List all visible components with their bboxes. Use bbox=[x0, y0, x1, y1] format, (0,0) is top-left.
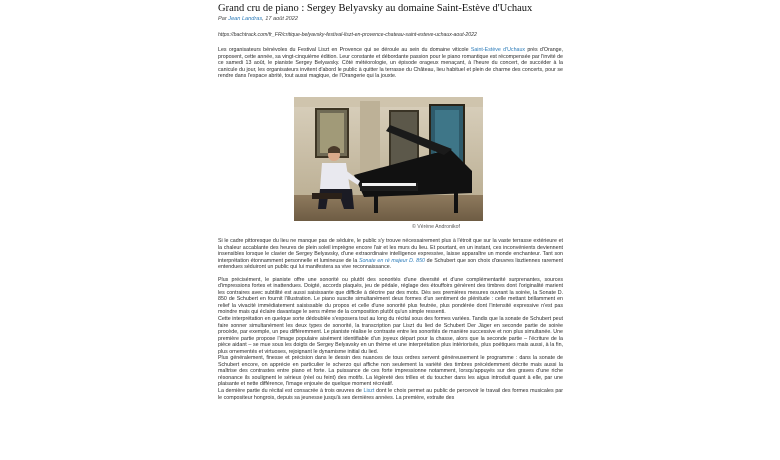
paragraph-intro: Les organisateurs bénévoles du Festival Liszt en Provence qui se déroule au sein du domaine viticole Saint-Estève d'Uchaux près d'Orange, proposent, cette année, sa vingt-cinquième édition. Leur constante et débordante passion pour le piano romantique est récompensée par l'invité de ce samedi 13 août, le pianiste Sergey Belyavsky. Côté météorologie, un épisode orageux menaçant, à l'heure du concert, de succéder à la canicule du jour, les organisateurs invitent d'abord le public à quitter la terrasse du Château, lieu habituel et plein de charme des concerts, pour se rendre dans l'espace abrité, tout aussi magique, de l'Orangerie qui la jouxte. bbox=[218, 47, 563, 80]
author-link[interactable]: Jean Landras bbox=[228, 16, 263, 22]
byline-prefix: Par bbox=[218, 16, 229, 22]
paragraph-6: La dernière partie du récital est consacrée à trois œuvres de Liszt dont le choix permet au public de percevoir le travail des formes musicales par le compositeur hongrois, depuis sa jeunesse jusqu'à ses dernières années. La première, extraite des bbox=[218, 388, 563, 401]
paragraph-5: Plus généralement, finesse et précision dans le dessin des nuances de tous ordres servent généreusement le programme : dans la sonate de Schubert encore, on apprécie en particulier le scherzo qui affiche non seulement la variété des timbres précédemment décrite mais aussi la maîtrise des contrastes entre piano et forte. La puissance de ces forte impressionne notamment, lorsqu'appuyés sur des graves d'une riche résonance ils soulignent le sérieux (réel ou feint) des motifs. La légèreté des trilles et du toucher dans les aigus introduit quant à elle, par une plaisante et nette différence, l'image enjouée de quelque moment récréatif. bbox=[218, 355, 563, 388]
concert-photo bbox=[294, 97, 483, 221]
source-url[interactable]: https://bachtrack.com/fr_FR/critique-belyavsky-festival-liszt-en-provence-chateau-saint-esteve-uchaux-aout-2022 bbox=[218, 32, 477, 38]
paragraph-3: Plus précisément, le pianiste offre une sonorité ou plutôt des sonorités d'une diversité et d'une complémentarité surprenantes, sources d'impressions fortes et inattendues. Doigté, accords plaqués, jeu de pédale, réglage des étouffoirs génèrent des timbres dont l'originalité marient les contraires avec subtilité est aussi saisissante que difficile à décrire par des mots. Dès ses premières mesures ouvrant la soirée, la Sonate D. 850 de Schubert en fournit l'illustration. Le piano suscite simultanément deux formes d'un sentiment de plénitude : celle mettant brillamment en relief la vivacité immédiatement saisissable du propos et celle d'une sonorité plus feutrée, plus pondérée dont l'intensité expressive n'est pas moindre mais qui éclaire davantage le sens même de la composition plutôt qu'un simple ressenti. bbox=[218, 276, 563, 316]
paragraph-4: Cette interprétation en quelque sorte dédoublée s'exposera tout au long du récital sous des formes variées. Tandis que la sonate de Schubert peut faire sonner simultanément les deux types de sonorité, la transcription par Liszt du lied de Schubert Der Jäger en seconde partie de soirée procède, par exemple, un peu différemment. Le pianiste réalise le contraste entre les sonorités de manière successive et non plus simultanée. Une première partie propose l'image populaire aisément identifiable d'un joyeux départ pour la chasse, alors que la seconde partie – l'écriture de la pièce aidant – se mue sous les doigts de Sergey Belyavsky en un thème et une interprétation plus intériorisés, plus poétiques mais aussi, à la fin, plus ornementés et virtuoses, rejoignant le dynamisme initial du lied. bbox=[218, 316, 563, 355]
photo-credit: © Vérène Andronikof bbox=[412, 224, 460, 230]
liszt-link[interactable]: Liszt bbox=[363, 388, 375, 395]
article-date: , 17 août 2022 bbox=[262, 16, 298, 22]
sonata-link[interactable]: Sonate en ré majeur D. 850 bbox=[358, 257, 425, 264]
venue-link[interactable]: Saint-Estève d'Uchaux bbox=[470, 47, 526, 53]
article bbox=[218, 0, 563, 460]
pianist-photo-illustration bbox=[294, 97, 483, 221]
page-title: Grand cru de piano : Sergey Belyavsky au domaine Saint-Estève d'Uchaux bbox=[218, 3, 533, 14]
byline bbox=[218, 15, 563, 23]
paragraph-2: Si le cadre pittoresque du lieu ne manque pas de séduire, le public s'y trouve nécessairement plus à l'étroit que sur la vaste terrasse extérieure et la chaleur accablante des heures de plein soleil imprègne encore l'air et les murs du lieu. Et pourtant, en un instant, ces inconvénients deviennent insensibles lorsque le clavier de Sergey Belyavsky, d'une extraordinaire intelligence expressive, laisse apparaître un monde enchanteur. Tant son interprétation étonnamment personnelle et lumineuse de la Sonate en ré majeur D. 850 de Schubert que son choix d'œuvres lisztiennes rarement entendues séduiront un public qui lui manifestera sa vive reconnaissance. bbox=[218, 238, 563, 271]
article-body bbox=[218, 238, 563, 401]
